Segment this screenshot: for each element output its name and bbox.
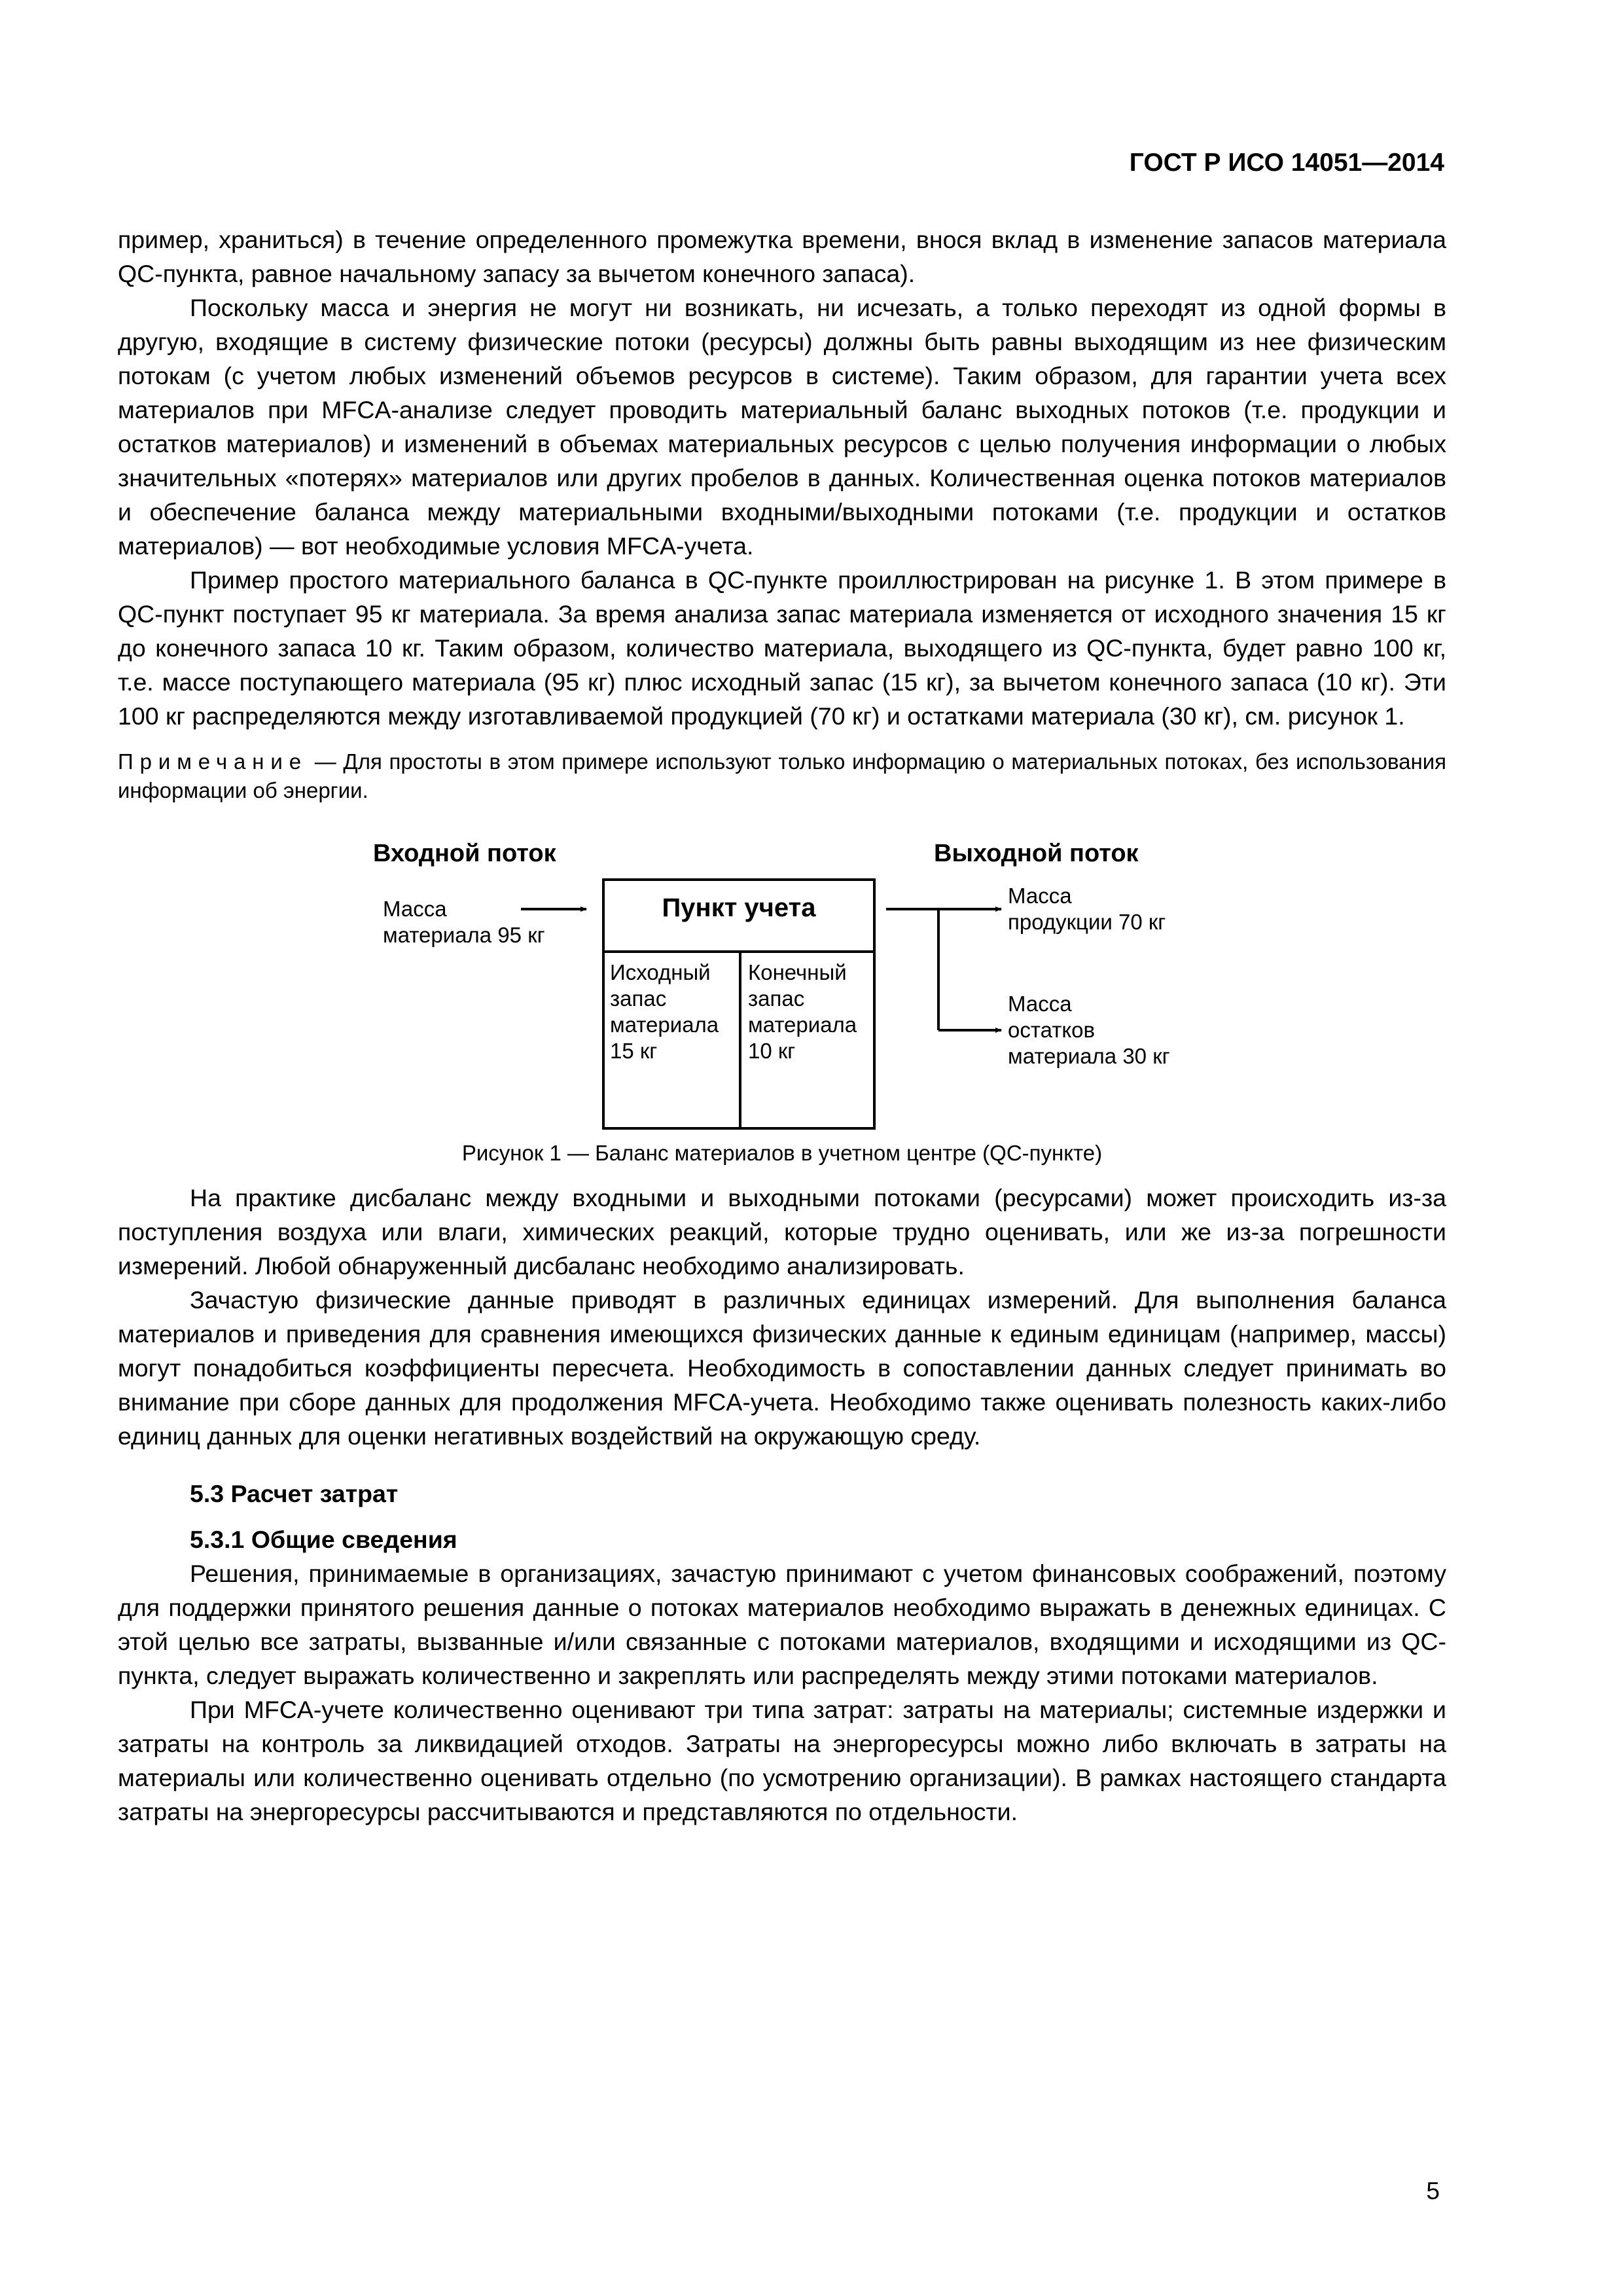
final-stock-1: Конечный — [748, 960, 847, 984]
paragraph-cost-types: При MFCA-учете количественно оценивают три типа затрат: затраты на материалы; системные издержки и затраты на контроль за ликвидацией отходов. Затраты на энергоресурсы можно либо включать в затраты на материалы или количественно оценивать отдельно (по усмотрению организации). В рамках настоящего стандарта затраты на энергоресурсы рассчитываются и представляются по отдельности. — [118, 1696, 1446, 1825]
paragraph-units: Зачастую физические данные приводят в различных единицах измерений. Для выполнения баланса материалов и приведения для сравнения имеющихся физических данные к единым единицам (например, массы) могут понадобиться коэффициенты пересчета. Необходимость в сопоставлении данных следует принимать во внимание при сборе данных для продолжения MFCA-учета. Необходимо также оценивать полезность каких-либо единиц данных для оценки негативных воздействий на окружающую среду. — [118, 1286, 1446, 1450]
waste-mass-3: материала 30 кг — [1008, 1044, 1170, 1068]
initial-stock-4: 15 кг — [610, 1039, 658, 1063]
final-stock-2: запас — [748, 986, 805, 1011]
input-mass-label-2: материала 95 кг — [383, 923, 545, 947]
product-mass-2: продукции 70 кг — [1008, 910, 1166, 934]
product-mass-1: Масса — [1008, 884, 1072, 908]
initial-stock-1: Исходный — [610, 960, 711, 984]
figure-caption: Рисунок 1 — Баланс материалов в учетном центре (QC-пункте) — [461, 1141, 1103, 1165]
note — [118, 747, 1446, 805]
waste-mass-2: остатков — [1008, 1018, 1096, 1042]
document-code-header: ГОСТ Р ИСО 14051—2014 — [1129, 149, 1444, 177]
note-text: — Для простоты в этом примере используют только информацию о материальных потоках, без использования информации об энергии. — [118, 749, 1446, 802]
paragraph-decisions: Решения, принимаемые в организациях, зачастую принимают с учетом финансовых соображений, поэтому для поддержки принятого решения данные о потоках материалов необходимо выражать в денежных единицах. С этой целью все затраты, вызванные и/или связанные с потоками материалов, входящими и исходящими из QC-пункта, следует выражать количественно и закреплять или распределять между этими потоками материалов. — [118, 1560, 1446, 1689]
page-number: 5 — [1426, 2178, 1440, 2204]
initial-stock-2: запас — [610, 986, 667, 1011]
final-stock-4: 10 кг — [748, 1039, 796, 1063]
note-label: Примечание — [118, 749, 308, 774]
accounting-point-title: Пункт учета — [662, 893, 816, 922]
subsection-heading: 5.3.1 Общие сведения — [190, 1526, 457, 1553]
final-stock-3: материала — [748, 1013, 857, 1037]
input-flow-title: Входной поток — [373, 840, 556, 867]
document-body — [118, 223, 1446, 1829]
output-flow-title: Выходной поток — [934, 840, 1139, 867]
box-divider-vertical — [739, 950, 741, 1130]
paragraph-mass-balance: Поскольку масса и энергия не могут ни возникать, ни исчезать, а только переходят из одной формы в другую, входящие в систему физические потоки (ресурсы) должны быть равны выходящим из нее физическим потокам (с учетом любых изменений объемов ресурсов в системе). Таким образом, для гарантии учета всех материалов при MFCA-анализе следует проводить материальный баланс выходных потоков (т.е. продукции и остатков материалов) и изменений в объемах материальных ресурсов с целью получения информации о любых значительных «потерях» материалов или других пробелов в данных. Количественная оценка потоков материалов и обеспечение баланса между материальными входными/выходными потоками (т.е. продукции и остатков материалов) — вот необходимые условия MFCA-учета. — [118, 294, 1446, 560]
waste-mass-1: Масса — [1008, 992, 1072, 1016]
figure-1 — [118, 840, 1446, 1181]
initial-stock-3: материала — [610, 1013, 719, 1037]
input-mass-label-1: Масса — [383, 897, 447, 921]
paragraph-example: Пример простого материального баланса в QC-пункте проиллюстрирован на рисунке 1. В этом примере в QC-пункт поступает 95 кг материала. За время анализа запас материала изменяется от исходного значения 15 кг до конечного запаса 10 кг. Таким образом, количество материала, выходящего из QC-пункта, будет равно 100 кг, т.е. массе поступающего материала (95 кг) плюс исходный запас (15 кг), за вычетом конечного запаса (10 кг). Эти 100 кг распределяются между изготавливаемой продукцией (70 кг) и остатками материала (30 кг), см. рисунок 1. — [118, 566, 1446, 730]
paragraph-imbalance: На практике дисбаланс между входными и выходными потоками (ресурсами) может происходить из-за поступления воздуха или влаги, химических реакций, которые трудно оценивать, или же из-за погрешности измерений. Любой обнаруженный дисбаланс необходимо анализировать. — [118, 1184, 1446, 1280]
material-balance-diagram — [373, 840, 1322, 1128]
paragraph-continuation: пример, храниться) в течение определенного промежутка времени, внося вклад в изменение запасов материала QC-пункта, равное начальному запасу за вычетом конечного запаса). — [118, 226, 1446, 287]
section-heading: 5.3 Расчет затрат — [190, 1480, 399, 1507]
